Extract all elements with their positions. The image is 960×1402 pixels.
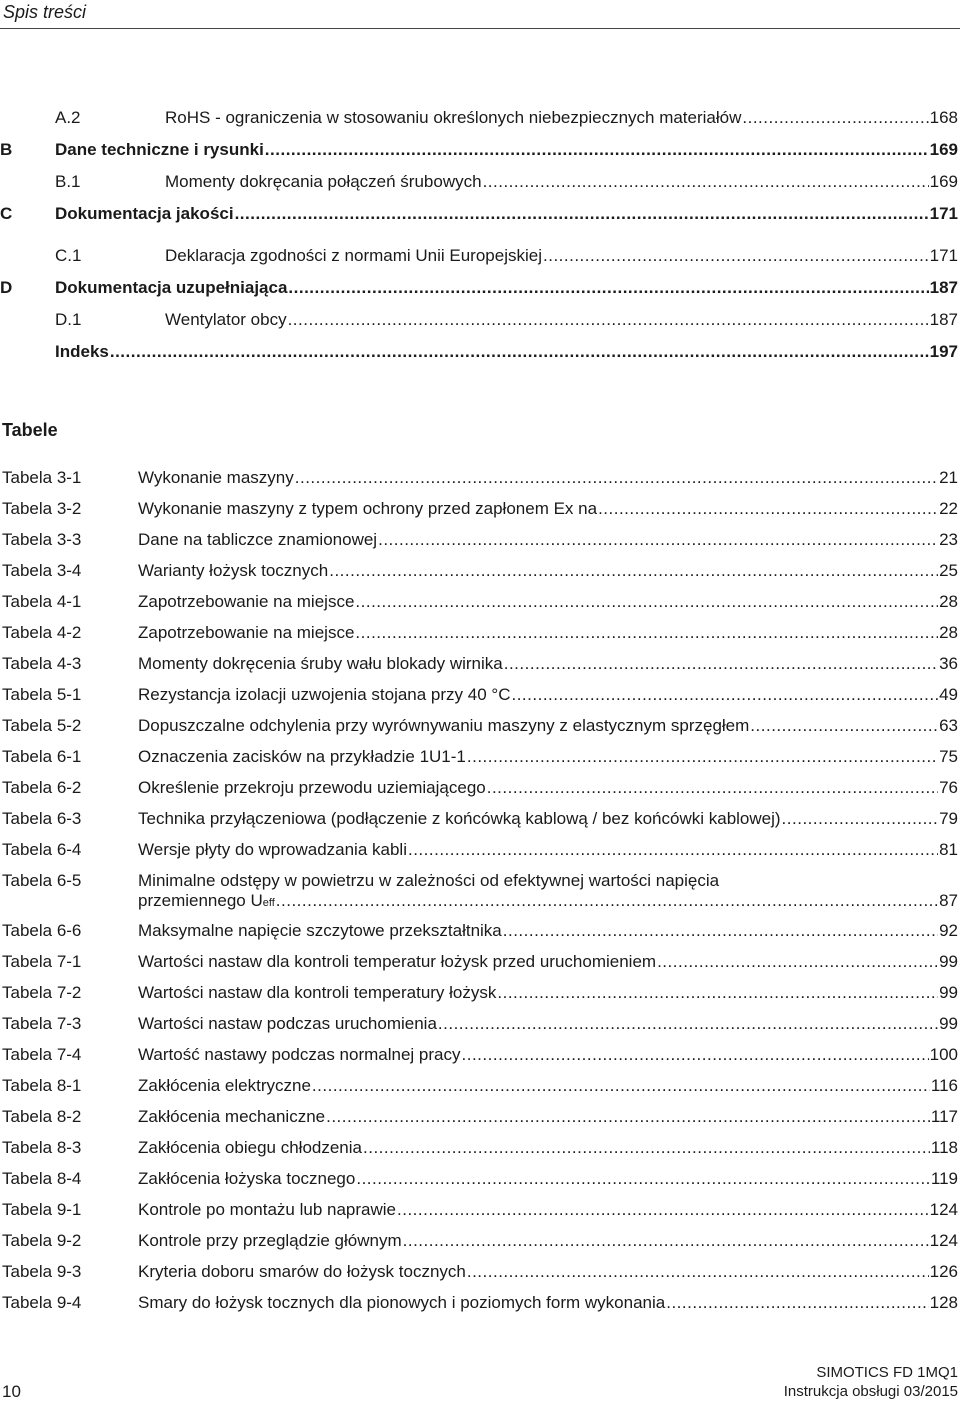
table-entry-page: 36 bbox=[939, 654, 958, 673]
header-rule bbox=[0, 28, 960, 29]
table-entry-page: 117 bbox=[930, 1107, 958, 1126]
toc-leader-dots bbox=[503, 921, 938, 941]
table-entry-page: 28 bbox=[939, 592, 958, 611]
toc-entry-title: RoHS - ograniczenia w stosowaniu określonych niebezpiecznych materiałów bbox=[165, 108, 742, 127]
table-entry-label: Tabela 3-1 bbox=[2, 468, 82, 487]
toc-entry-number: A.2 bbox=[55, 108, 81, 127]
toc-leader-dots bbox=[483, 172, 929, 192]
table-entry-label: Tabela 5-2 bbox=[2, 716, 82, 735]
table-entry-page: 49 bbox=[939, 685, 958, 704]
table-entry-label: Tabela 6-4 bbox=[2, 840, 82, 859]
table-entry-label: Tabela 3-3 bbox=[2, 530, 82, 549]
table-entry-page: 99 bbox=[939, 983, 958, 1002]
toc-leader-dots bbox=[467, 1262, 929, 1282]
table-entry-title: Rezystancja izolacji uzwojenia stojana przy 40 °C bbox=[138, 685, 511, 704]
table-entry-title: Zapotrzebowanie na miejsce bbox=[138, 592, 355, 611]
table-entry-title: Dopuszczalne odchylenia przy wyrównywaniu maszyny z elastycznym sprzęgłem bbox=[138, 716, 750, 735]
toc-entry-letter: D bbox=[0, 278, 13, 297]
table-entry-label: Tabela 8-3 bbox=[2, 1138, 82, 1157]
table-entry-label: Tabela 4-1 bbox=[2, 592, 82, 611]
table-entry-page: 124 bbox=[929, 1231, 958, 1250]
table-entry-page: 87 bbox=[939, 891, 958, 910]
toc-entry-letter: C bbox=[0, 204, 13, 223]
toc-entry-letter: B bbox=[0, 140, 13, 159]
table-entry-label: Tabela 3-2 bbox=[2, 499, 82, 518]
page-number: 10 bbox=[2, 1382, 21, 1401]
table-entry-page: 63 bbox=[939, 716, 958, 735]
table-entry-page: 28 bbox=[939, 623, 958, 642]
table-entry-label: Tabela 7-1 bbox=[2, 952, 82, 971]
toc-leader-dots bbox=[355, 592, 938, 612]
table-entry-page: 99 bbox=[939, 1014, 958, 1033]
footer-manual: Instrukcja obsługi 03/2015 bbox=[783, 1383, 958, 1400]
toc-leader-dots bbox=[276, 891, 938, 911]
toc-leader-dots bbox=[467, 747, 938, 767]
table-entry-title: Maksymalne napięcie szczytowe przekształtnika bbox=[138, 921, 502, 940]
table-entry-title: Kontrole po montażu lub naprawie bbox=[138, 1200, 396, 1219]
table-entry-page: 25 bbox=[939, 561, 958, 580]
table-entry-title: Zakłócenia mechaniczne bbox=[138, 1107, 326, 1126]
table-entry-page: 100 bbox=[929, 1045, 958, 1064]
table-entry-title: Smary do łożysk tocznych dla pionowych i poziomych form wykonania bbox=[138, 1293, 666, 1312]
table-entry-page: 21 bbox=[939, 468, 958, 487]
toc-entry-title: Indeks bbox=[55, 342, 109, 361]
table-entry-page: 118 bbox=[930, 1138, 958, 1157]
toc-entry-page: 169 bbox=[929, 172, 958, 191]
toc-entry-title: Wentylator obcy bbox=[165, 310, 287, 329]
toc-leader-dots bbox=[326, 1107, 930, 1127]
table-entry-page: 23 bbox=[939, 530, 958, 549]
running-header-title: Spis treści bbox=[3, 2, 87, 22]
table-entry-label: Tabela 4-3 bbox=[2, 654, 82, 673]
table-entry-page: 76 bbox=[939, 778, 958, 797]
table-entry-title-continued: przemiennego U bbox=[138, 891, 263, 910]
toc-entry-page: 168 bbox=[929, 108, 958, 127]
toc-leader-dots bbox=[742, 108, 928, 128]
table-entry-title: Określenie przekroju przewodu uziemiającego bbox=[138, 778, 486, 797]
table-entry-label: Tabela 9-2 bbox=[2, 1231, 82, 1250]
toc-leader-dots bbox=[438, 1014, 938, 1034]
toc-entry-title: Momenty dokręcania połączeń śrubowych bbox=[165, 172, 482, 191]
toc-entry-page: 171 bbox=[929, 246, 958, 265]
table-entry-title: Wykonanie maszyny bbox=[138, 468, 294, 487]
toc-leader-dots bbox=[487, 778, 938, 798]
toc-entry-page: 171 bbox=[929, 204, 958, 223]
toc-leader-dots bbox=[288, 278, 928, 298]
table-entry-title: Wartość nastawy podczas normalnej pracy bbox=[138, 1045, 461, 1064]
table-entry-title: Technika przyłączeniowa (podłączenie z końcówką kablową / bez końcówki kablowej) bbox=[138, 809, 781, 828]
table-entry-title: Dane na tabliczce znamionowej bbox=[138, 530, 378, 549]
table-entry-page: 99 bbox=[939, 952, 958, 971]
toc-leader-dots bbox=[288, 310, 929, 330]
table-entry-page: 126 bbox=[929, 1262, 958, 1281]
toc-leader-dots bbox=[295, 468, 938, 488]
toc-leader-dots bbox=[666, 1293, 928, 1313]
table-entry-label: Tabela 6-6 bbox=[2, 921, 82, 940]
toc-leader-dots bbox=[356, 1169, 930, 1189]
table-entry-title: Warianty łożysk tocznych bbox=[138, 561, 329, 580]
table-entry-title: Zakłócenia obiegu chłodzenia bbox=[138, 1138, 362, 1157]
toc-entry-title: Dane techniczne i rysunki bbox=[55, 140, 264, 159]
toc-entry-page: 197 bbox=[929, 342, 958, 361]
toc-leader-dots bbox=[657, 952, 938, 972]
table-entry-title: Zakłócenia łożyska tocznego bbox=[138, 1169, 356, 1188]
table-entry-title: Momenty dokręcenia śruby wału blokady wirnika bbox=[138, 654, 503, 673]
table-entry-page: 128 bbox=[929, 1293, 958, 1312]
toc-leader-dots bbox=[265, 140, 929, 160]
table-entry-label: Tabela 6-3 bbox=[2, 809, 82, 828]
toc-leader-dots bbox=[511, 685, 938, 705]
toc-leader-dots bbox=[235, 204, 929, 224]
toc-entry-page: 169 bbox=[929, 140, 958, 159]
table-entry-label: Tabela 5-1 bbox=[2, 685, 82, 704]
table-entry-label: Tabela 7-4 bbox=[2, 1045, 82, 1064]
table-entry-title: Wykonanie maszyny z typem ochrony przed zapłonem Ex na bbox=[138, 499, 598, 518]
toc-leader-dots bbox=[497, 983, 938, 1003]
toc-leader-dots bbox=[329, 561, 938, 581]
table-entry-title: Zakłócenia elektryczne bbox=[138, 1076, 311, 1095]
table-entry-title: Wersje płyty do wprowadzania kabli bbox=[138, 840, 407, 859]
toc-entry-number: B.1 bbox=[55, 172, 81, 191]
toc-entry-title: Dokumentacja uzupełniająca bbox=[55, 278, 288, 297]
toc-leader-dots bbox=[363, 1138, 930, 1158]
toc-leader-dots bbox=[312, 1076, 930, 1096]
toc-entry-number: D.1 bbox=[55, 310, 82, 329]
table-entry-title: Wartości nastaw dla kontroli temperatur łożysk przed uruchomieniem bbox=[138, 952, 657, 971]
footer-product: SIMOTICS FD 1MQ1 bbox=[816, 1364, 958, 1381]
table-entry-page: 119 bbox=[930, 1169, 958, 1188]
table-entry-title: Wartości nastaw dla kontroli temperatury łożysk bbox=[138, 983, 497, 1002]
table-entry-label: Tabela 7-2 bbox=[2, 983, 82, 1002]
table-entry-label: Tabela 9-3 bbox=[2, 1262, 82, 1281]
table-entry-title: Zapotrzebowanie na miejsce bbox=[138, 623, 355, 642]
toc-leader-dots bbox=[110, 342, 929, 362]
table-entry-page: 92 bbox=[939, 921, 958, 940]
table-entry-label: Tabela 6-2 bbox=[2, 778, 82, 797]
table-entry-title: Minimalne odstępy w powietrzu w zależności od efektywnej wartości napięcia bbox=[138, 871, 720, 890]
toc-entry-title: Deklaracja zgodności z normami Unii Europejskiej bbox=[165, 246, 542, 265]
table-entry-label: Tabela 3-4 bbox=[2, 561, 82, 580]
toc-leader-dots bbox=[378, 530, 938, 550]
table-entry-label: Tabela 4-2 bbox=[2, 623, 82, 642]
table-entry-title-subscript: eff bbox=[262, 897, 275, 909]
toc-leader-dots bbox=[750, 716, 938, 736]
toc-leader-dots bbox=[355, 623, 938, 643]
table-entry-page: 124 bbox=[929, 1200, 958, 1219]
table-entry-label: Tabela 9-1 bbox=[2, 1200, 82, 1219]
table-entry-label: Tabela 6-5 bbox=[2, 871, 82, 890]
toc-leader-dots bbox=[782, 809, 939, 829]
toc-leader-dots bbox=[598, 499, 938, 519]
table-entry-page: 81 bbox=[939, 840, 958, 859]
table-entry-page: 79 bbox=[939, 809, 958, 828]
table-entry-title: Wartości nastaw podczas uruchomienia bbox=[138, 1014, 437, 1033]
table-entry-page: 22 bbox=[939, 499, 958, 518]
toc-leader-dots bbox=[397, 1200, 929, 1220]
toc-entry-title: Dokumentacja jakości bbox=[55, 204, 234, 223]
toc-leader-dots bbox=[462, 1045, 929, 1065]
toc-entry-number: C.1 bbox=[55, 246, 82, 265]
table-entry-title: Kontrole przy przeglądzie głównym bbox=[138, 1231, 402, 1250]
tables-heading: Tabele bbox=[2, 420, 58, 440]
table-entry-label: Tabela 6-1 bbox=[2, 747, 82, 766]
toc-leader-dots bbox=[408, 840, 938, 860]
table-entry-title: Oznaczenia zacisków na przykładzie 1U1-1 bbox=[138, 747, 466, 766]
table-entry-title: Kryteria doboru smarów do łożysk tocznych bbox=[138, 1262, 466, 1281]
table-entry-page: 116 bbox=[930, 1076, 958, 1095]
table-entry-label: Tabela 8-1 bbox=[2, 1076, 82, 1095]
table-entry-page: 75 bbox=[939, 747, 958, 766]
table-entry-label: Tabela 7-3 bbox=[2, 1014, 82, 1033]
toc-entry-page: 187 bbox=[929, 278, 958, 297]
toc-leader-dots bbox=[504, 654, 938, 674]
table-entry-label: Tabela 9-4 bbox=[2, 1293, 82, 1312]
table-entry-label: Tabela 8-4 bbox=[2, 1169, 82, 1188]
toc-entry-page: 187 bbox=[929, 310, 958, 329]
toc-leader-dots bbox=[543, 246, 929, 266]
toc-leader-dots bbox=[403, 1231, 929, 1251]
table-entry-label: Tabela 8-2 bbox=[2, 1107, 82, 1126]
